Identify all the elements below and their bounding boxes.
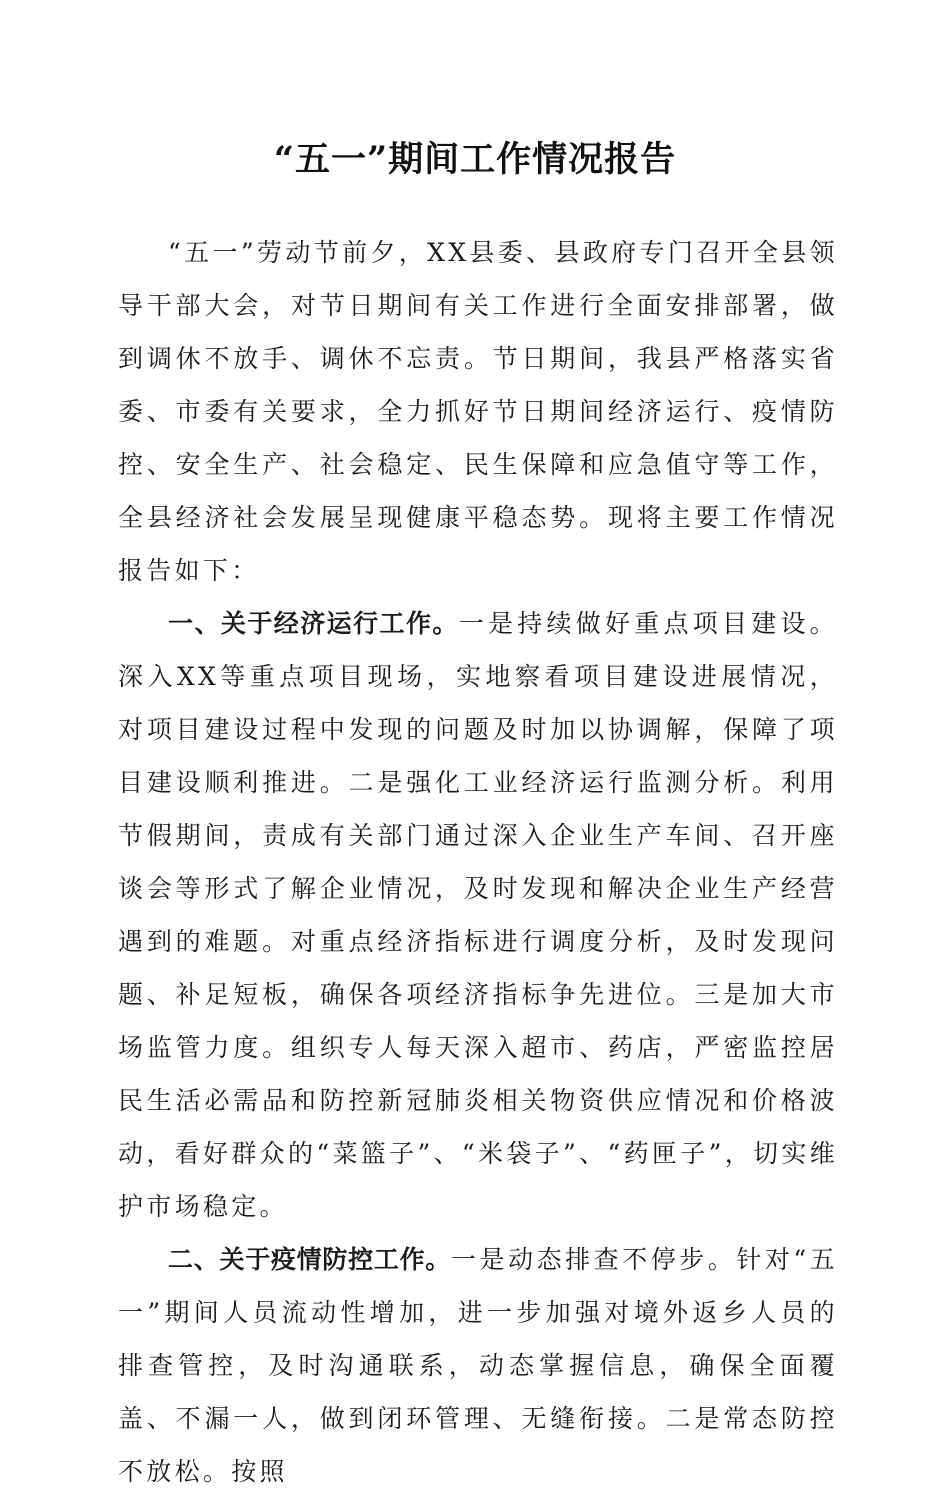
document-title: “五一”期间工作情况报告 — [273, 139, 677, 180]
section-paragraph-economy — [118, 597, 838, 1233]
section-heading-economy: 一、关于经济运行工作。 — [168, 609, 459, 638]
intro-paragraph: “五一”劳动节前夕，XX县委、县政府专门召开全县领导干部大会，对节日期间有关工作进行全面安排部署，做到调休不放手、调休不忘责。节日期间，我县严格落实省委、市委有关要求，全力抓好节日期间经济运行、疫情防控、安全生产、社会稳定、民生保障和应急值守等工作，全县经济社会发展呈现健康平稳态势。现将主要工作情况报告如下： — [118, 238, 838, 585]
section-paragraph-epidemic — [118, 1233, 838, 1498]
document-body — [118, 226, 838, 1498]
section-text-economy: 一是持续做好重点项目建设。深入XX等重点项目现场，实地察看项目建设进展情况，对项目建设过程中发现的问题及时加以协调解，保障了项目建设顺利推进。二是强化工业经济运行监测分析。利用节假期间，责成有关部门通过深入企业生产车间、召开座谈会等形式了解企业情况，及时发现和解决企业生产经营遇到的难题。对重点经济指标进行调度分析，及时发现问题、补足短板，确保各项经济指标争先进位。三是加大市场监管力度。组织专人每天深入超市、药店，严密监控居民生活必需品和防控新冠肺炎相关物资供应情况和价格波动，看好群众的“菜篮子”、“米袋子”、“药匣子”，切实维护市场稳定。 — [118, 609, 838, 1221]
section-text-epidemic: 一是动态排查不停步。针对“五一”期间人员流动性增加，进一步加强对境外返乡人员的排查管控，及时沟通联系，动态掌握信息，确保全面覆盖、不漏一人，做到闭环管理、无缝衔接。二是常态防控不放松。按照 — [118, 1245, 838, 1486]
section-heading-epidemic: 二、关于疫情防控工作。 — [168, 1245, 452, 1274]
